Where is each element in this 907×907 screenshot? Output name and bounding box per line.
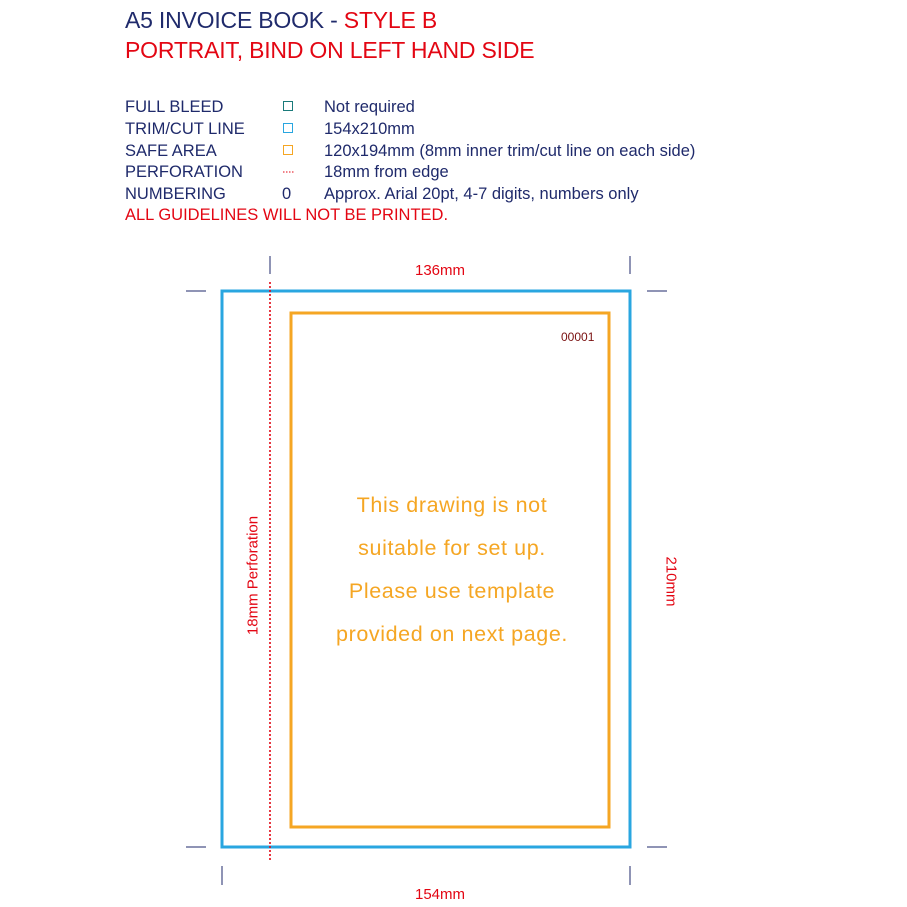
dimension-right-label: 210mm <box>662 556 680 607</box>
legend-value: 154x210mm <box>324 120 415 138</box>
dimension-top-label: 136mm <box>415 262 466 279</box>
dimension-bottom-label: 154mm <box>415 886 466 903</box>
numbering-sample: 00001 <box>561 330 595 344</box>
legend-label: TRIM/CUT LINE <box>125 120 245 138</box>
legend-label: PERFORATION <box>125 163 243 181</box>
setup-notice <box>292 484 612 656</box>
page-subtitle: PORTRAIT, BIND ON LEFT HAND SIDE <box>125 37 535 63</box>
title-style: STYLE B <box>343 7 437 33</box>
guidelines-notice: ALL GUIDELINES WILL NOT BE PRINTED. <box>125 206 449 224</box>
notice-line: This drawing is not <box>356 493 548 517</box>
title-main: A5 INVOICE BOOK - <box>125 7 344 33</box>
legend-value: 120x194mm (8mm inner trim/cut line on each side) <box>324 142 696 160</box>
legend-value: Not required <box>324 98 415 116</box>
numbering-symbol: 0 <box>282 185 292 203</box>
legend-label: NUMBERING <box>125 185 226 203</box>
perforation-dimension-label: 18mm Perforation <box>244 515 262 636</box>
notice-line: provided on next page. <box>336 622 568 646</box>
notice-line: suitable for set up. <box>358 536 546 560</box>
legend-value: 18mm from edge <box>324 163 449 181</box>
legend-label: SAFE AREA <box>125 142 217 160</box>
notice-line: Please use template <box>348 579 556 603</box>
legend-label: FULL BLEED <box>125 98 224 116</box>
legend-value: Approx. Arial 20pt, 4-7 digits, numbers only <box>324 185 639 203</box>
